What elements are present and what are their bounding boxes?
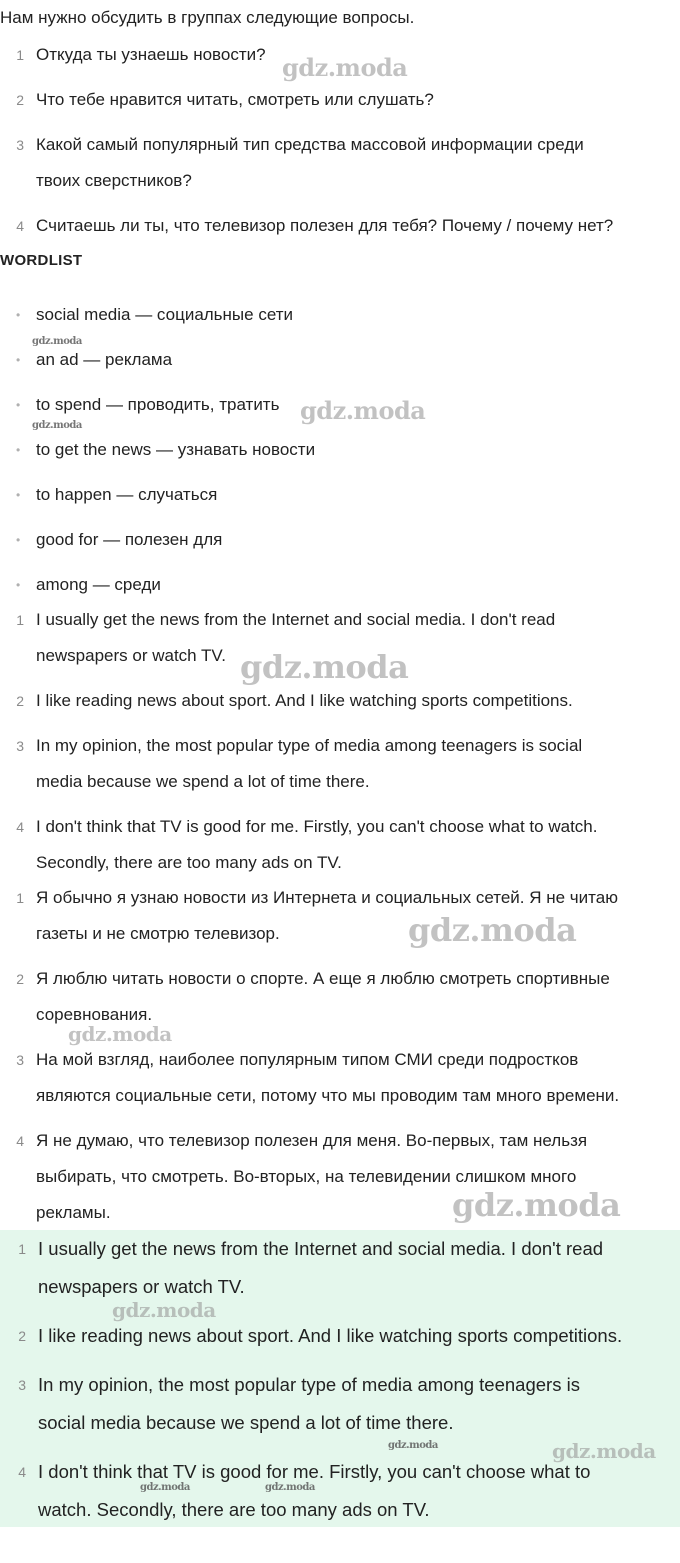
answer-text: Я обычно я узнаю новости из Интернета и социальных сетей. Я не читаю <box>36 888 618 907</box>
bullet-icon: • <box>16 353 21 367</box>
answer-text: рекламы. <box>36 1203 111 1222</box>
question-number: 1 <box>16 47 24 63</box>
question-text: Считаешь ли ты, что телевизор полезен для тебя? Почему / почему нет? <box>36 216 614 235</box>
answer-number: 1 <box>16 890 24 906</box>
answer-text: I like reading news about sport. And I like watching sports competitions. <box>38 1325 623 1346</box>
question-text: Что тебе нравится читать, смотреть или слушать? <box>36 90 434 109</box>
answer-text: Я не думаю, что телевизор полезен для меня. Во-первых, там нельзя <box>36 1131 588 1150</box>
question-text: Откуда ты узнаешь новости? <box>36 45 266 64</box>
bullet-icon: • <box>16 578 21 592</box>
answer-text: газеты и не смотрю телевизор. <box>36 924 280 943</box>
answer-text: newspapers or watch TV. <box>36 646 226 665</box>
wordlist-item: to get the news — узнавать новости <box>36 440 316 459</box>
answer-text: social media because we spend a lot of time there. <box>38 1412 454 1433</box>
wordlist-item: to happen — случаться <box>36 485 218 504</box>
wordlist-item: good for — полезен для <box>36 530 223 549</box>
watermark: gdz.moda <box>388 1440 438 1451</box>
wordlist-item: an ad — реклама <box>36 350 173 369</box>
answer-text: I usually get the news from the Internet and social media. I don't read <box>36 610 556 629</box>
answer-text: I don't think that TV is good for me. Firstly, you can't choose what to <box>38 1461 591 1482</box>
answer-text: watch. Secondly, there are too many ads on TV. <box>38 1499 430 1520</box>
watermark: gdz.moda <box>32 420 82 431</box>
answer-number: 3 <box>16 1052 24 1068</box>
watermark: gdz.moda <box>112 1298 216 1322</box>
watermark: gdz.moda <box>552 1439 656 1463</box>
answer-text: In my opinion, the most popular type of media among teenagers is <box>38 1374 580 1395</box>
question-number: 4 <box>16 218 24 234</box>
watermark: gdz.moda <box>282 53 408 82</box>
answer-number: 3 <box>16 738 24 754</box>
watermark: gdz.moda <box>68 1022 172 1046</box>
answer-text: Я люблю читать новости о спорте. А еще я люблю смотреть спортивные <box>36 969 610 988</box>
question-text: Какой самый популярный тип средства массовой информации среди <box>36 135 584 154</box>
wordlist-item: to spend — проводить, тратить <box>36 395 280 414</box>
answer-text: На мой взгляд, наиболее популярным типом СМИ среди подростков <box>36 1050 579 1069</box>
watermark: gdz.moda <box>240 648 409 686</box>
answer-number: 3 <box>18 1377 26 1393</box>
answer-number: 2 <box>18 1328 26 1344</box>
bullet-icon: • <box>16 398 21 412</box>
answer-number: 4 <box>16 819 24 835</box>
answer-number: 4 <box>16 1133 24 1149</box>
answer-text: I usually get the news from the Internet and social media. I don't read <box>38 1238 604 1259</box>
wordlist-item: social media — социальные сети <box>36 305 294 324</box>
question-number: 3 <box>16 137 24 153</box>
answer-number: 1 <box>18 1241 26 1257</box>
answer-text: Secondly, there are too many ads on TV. <box>36 853 342 872</box>
wordlist-item: among — среди <box>36 575 161 594</box>
answer-text: In my opinion, the most popular type of media among teenagers is social <box>36 736 583 755</box>
answer-text: выбирать, что смотреть. Во-вторых, на телевидении слишком много <box>36 1167 577 1186</box>
bullet-icon: • <box>16 443 21 457</box>
watermark: gdz.moda <box>140 1482 190 1493</box>
watermark: gdz.moda <box>452 1186 621 1224</box>
answer-text: I don't think that TV is good for me. Firstly, you can't choose what to watch. <box>36 817 598 836</box>
answer-number: 2 <box>16 693 24 709</box>
answer-text: newspapers or watch TV. <box>38 1276 245 1297</box>
bullet-icon: • <box>16 533 21 547</box>
bullet-icon: • <box>16 488 21 502</box>
intro-text: Нам нужно обсудить в группах следующие вопросы. <box>0 8 415 27</box>
watermark: gdz.moda <box>408 911 577 949</box>
answer-number: 1 <box>16 612 24 628</box>
answer-number: 4 <box>18 1464 26 1480</box>
bullet-icon: • <box>16 308 21 322</box>
watermark: gdz.moda <box>265 1482 315 1493</box>
answer-text: I like reading news about sport. And I like watching sports competitions. <box>36 691 573 710</box>
answer-number: 2 <box>16 971 24 987</box>
answer-text: соревнования. <box>36 1005 153 1024</box>
answer-text: являются социальные сети, потому что мы проводим там много времени. <box>36 1086 620 1105</box>
wordlist-heading: WORDLIST <box>0 252 83 269</box>
watermark: gdz.moda <box>32 336 82 347</box>
answer-text: media because we spend a lot of time there. <box>36 772 370 791</box>
question-text: твоих сверстников? <box>36 171 192 190</box>
watermark: gdz.moda <box>300 396 426 425</box>
question-number: 2 <box>16 92 24 108</box>
